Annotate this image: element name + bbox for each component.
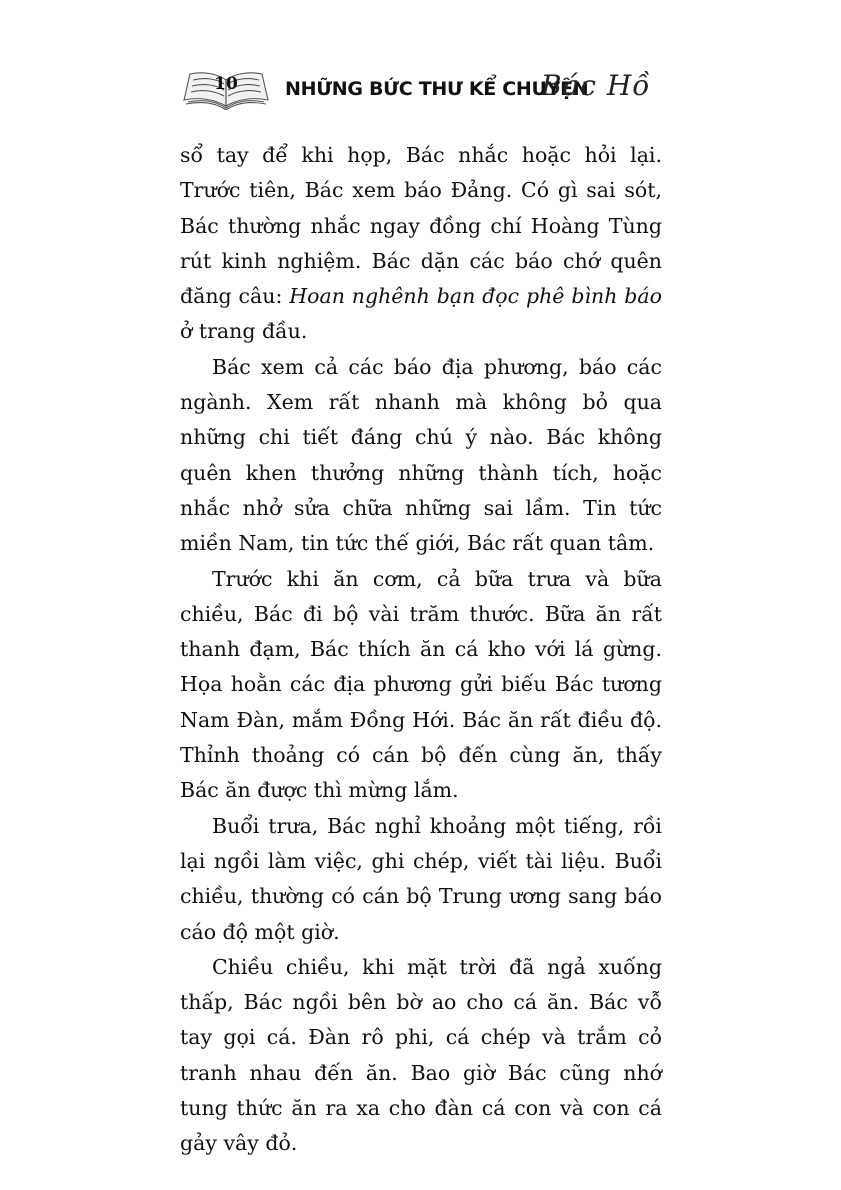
paragraph: Chiều chiều, khi mặt trời đã ngả xuống thấp, Bác ngồi bên bờ ao cho cá ăn. Bác vỗ tay gọi cá. Đàn rô phi, cá chép và trắm cỏ tranh nhau đến ăn. Bao giờ Bác cũng nhớ tung thức ăn ra xa cho đàn cá con và con cá gảy vây đỏ.	[180, 954, 662, 1156]
book-title-script: Bác Hồ	[541, 69, 651, 102]
paragraph	[180, 138, 662, 350]
body-text	[180, 138, 662, 1162]
italic-quote: Hoan nghênh bạn đọc phê bình báo	[289, 284, 662, 309]
paragraph: Buổi trưa, Bác nghỉ khoảng một tiếng, rồi lại ngồi làm việc, ghi chép, viết tài liệu. Buổi chiều, thường có cán bộ Trung ương sang báo cáo độ một giờ.	[180, 813, 662, 944]
book-title: NHỮNG BỨC THƯ KỂ CHUYỆN	[285, 78, 589, 100]
page-number: 10	[214, 74, 238, 94]
paragraph-text: ở trang đầu.	[180, 319, 308, 344]
running-header	[180, 66, 680, 112]
paragraph-text: sổ tay để khi họp, Bác nhắc hoặc hỏi lại. Trước tiên, Bác xem báo Đảng. Có gì sai sót, Bác thường nhắc ngay đồng chí Hoàng Tùng rút kinh nghiệm. Bác dặn các báo chớ quên đăng câu:	[180, 143, 662, 309]
paragraph: Trước khi ăn cơm, cả bữa trưa và bữa chiều, Bác đi bộ vài trăm thước. Bữa ăn rất thanh đạm, Bác thích ăn cá kho với lá gừng. Họa hoằn các địa phương gửi biếu Bác tương Nam Đàn, mắm Đồng Hới. Bác ăn rất điều độ. Thỉnh thoảng có cán bộ đến cùng ăn, thấy Bác ăn được thì mừng lắm.	[180, 566, 662, 803]
paragraph: Bác xem cả các báo địa phương, báo các ngành. Xem rất nhanh mà không bỏ qua những chi tiết đáng chú ý nào. Bác không quên khen thưởng những thành tích, hoặc nhắc nhở sửa chữa những sai lầm. Tin tức miền Nam, tin tức thế giới, Bác rất quan tâm.	[180, 354, 662, 556]
